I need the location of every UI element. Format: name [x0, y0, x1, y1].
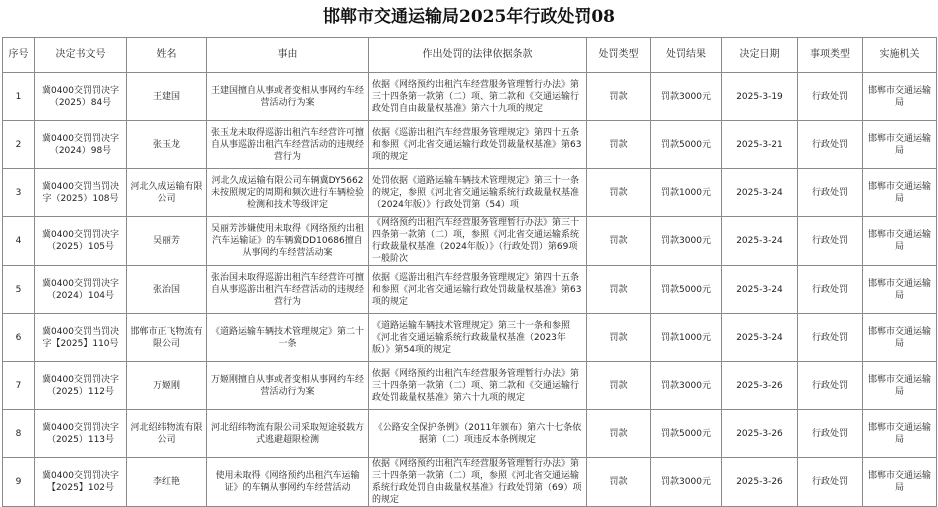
cell-date: 2025-3-24 [722, 266, 798, 314]
cell-reason: 使用未取得《网络预约出租汽车运输证》的车辆从事网约车经营活动 [207, 458, 369, 507]
cell-basis: 依据《网络预约出租汽车经营服务管理暂行办法》第三十四条第一款第（二）项，参照《河北省交通运输系统行政处罚自由裁量权基准》行政处罚第（69）项的规定 [369, 458, 587, 507]
page-title: 邯郸市交通运输局2025年行政处罚08 [323, 7, 615, 27]
cell-category: 行政处罚 [798, 73, 863, 121]
header-category: 事项类型 [798, 38, 863, 73]
cell-date: 2025-3-24 [722, 314, 798, 362]
cell-category: 行政处罚 [798, 362, 863, 410]
cell-type: 罚款 [587, 362, 651, 410]
cell-reason: 王建国擅自从事或者变相从事网约车经营活动行为案 [207, 73, 369, 121]
cell-doc: 冀0400交罚罚决字（2025）113号 [35, 410, 127, 458]
header-type: 处罚类型 [587, 38, 651, 73]
cell-type: 罚款 [587, 121, 651, 169]
cell-agency: 邯郸市交通运输局 [863, 73, 937, 121]
cell-date: 2025-3-26 [722, 362, 798, 410]
cell-reason: 张玉龙未取得巡游出租汽车经营许可擅自从事巡游出租汽车经营活动的违规经营行为 [207, 121, 369, 169]
header-basis: 作出处罚的法律依据条款 [369, 38, 587, 73]
cell-doc: 冀0400交罚罚决字（2024）98号 [35, 121, 127, 169]
cell-date: 2025-3-24 [722, 169, 798, 217]
cell-result: 罚款3000元 [651, 362, 722, 410]
table-row [3, 314, 937, 362]
cell-reason: 万姬刚擅自从事或者变相从事网约车经营活动行为案 [207, 362, 369, 410]
cell-no: 8 [3, 410, 35, 458]
cell-result: 罚款1000元 [651, 314, 722, 362]
cell-result: 罚款5000元 [651, 266, 722, 314]
cell-category: 行政处罚 [798, 217, 863, 266]
cell-type: 罚款 [587, 458, 651, 507]
table-row [3, 217, 937, 266]
header-name: 姓名 [127, 38, 207, 73]
header-result: 处罚结果 [651, 38, 722, 73]
cell-doc: 冀0400交罚罚决字【2025】102号 [35, 458, 127, 507]
cell-category: 行政处罚 [798, 458, 863, 507]
cell-reason: 张治国未取得巡游出租汽车经营许可擅自从事巡游出租汽车经营活动的违规经营行为 [207, 266, 369, 314]
cell-type: 罚款 [587, 410, 651, 458]
cell-reason: 河北绍纬物流有限公司采取短途驳载方式逃避超限检测 [207, 410, 369, 458]
cell-result: 罚款5000元 [651, 410, 722, 458]
cell-basis: 《道路运输车辆技术管理规定》第三十一条和参照《河北省交通运输系统行政裁量权基准（2023年版）》第54项的规定 [369, 314, 587, 362]
cell-agency: 邯郸市交通运输局 [863, 217, 937, 266]
cell-category: 行政处罚 [798, 266, 863, 314]
cell-basis: 《公路安全保护条例》（2011年颁布）第六十七条依据第（二）项违反本条例规定 [369, 410, 587, 458]
cell-agency: 邯郸市交通运输局 [863, 169, 937, 217]
cell-result: 罚款3000元 [651, 73, 722, 121]
cell-basis: 依据《巡游出租汽车经营服务管理规定》第四十五条和参照《河北省交通运输行政处罚裁量权基准》第63项的规定 [369, 266, 587, 314]
table-row [3, 410, 937, 458]
cell-doc: 冀0400交罚当罚决字（2025）108号 [35, 169, 127, 217]
cell-date: 2025-3-26 [722, 410, 798, 458]
cell-no: 3 [3, 169, 35, 217]
cell-basis: 依据《网络预约出租汽车经营服务管理暂行办法》第三十四条第一款第（二）项、第二款和《交通运输行政处罚裁量权基准》第六十九项的规定 [369, 362, 587, 410]
cell-reason: 《道路运输车辆技术管理规定》第二十一条 [207, 314, 369, 362]
header-no: 序号 [3, 38, 35, 73]
cell-type: 罚款 [587, 217, 651, 266]
penalty-table [2, 37, 937, 507]
cell-agency: 邯郸市交通运输局 [863, 121, 937, 169]
cell-name: 王建国 [127, 73, 207, 121]
cell-doc: 冀0400交罚罚决字（2025）105号 [35, 217, 127, 266]
cell-result: 罚款5000元 [651, 121, 722, 169]
table-row [3, 169, 937, 217]
cell-result: 罚款1000元 [651, 169, 722, 217]
cell-result: 罚款3000元 [651, 458, 722, 507]
table-row [3, 121, 937, 169]
cell-doc: 冀0400交罚罚决字（2025）84号 [35, 73, 127, 121]
cell-category: 行政处罚 [798, 410, 863, 458]
cell-agency: 邯郸市交通运输局 [863, 314, 937, 362]
cell-no: 5 [3, 266, 35, 314]
cell-name: 河北绍纬物流有限公司 [127, 410, 207, 458]
cell-no: 7 [3, 362, 35, 410]
cell-type: 罚款 [587, 73, 651, 121]
header-doc: 决定书文号 [35, 38, 127, 73]
cell-name: 邯郸市正飞物流有限公司 [127, 314, 207, 362]
table-row [3, 266, 937, 314]
table-row [3, 458, 937, 507]
cell-category: 行政处罚 [798, 169, 863, 217]
cell-no: 4 [3, 217, 35, 266]
cell-type: 罚款 [587, 314, 651, 362]
cell-date: 2025-3-21 [722, 121, 798, 169]
cell-agency: 邯郸市交通运输局 [863, 266, 937, 314]
cell-category: 行政处罚 [798, 121, 863, 169]
cell-reason: 河北久成运输有限公司车辆冀DY5662未按照规定的周期和频次进行车辆检验检测和技术等级评定 [207, 169, 369, 217]
cell-no: 6 [3, 314, 35, 362]
cell-agency: 邯郸市交通运输局 [863, 458, 937, 507]
cell-basis: 依据《巡游出租汽车经营服务管理规定》第四十五条和参照《河北省交通运输行政处罚裁量权基准》第63项的规定 [369, 121, 587, 169]
cell-agency: 邯郸市交通运输局 [863, 410, 937, 458]
cell-basis: 处罚依据《道路运输车辆技术管理规定》第三十一条的规定，参照《河北省交通运输系统行政裁量权基准（2024年版）》行政处罚第（54）项 [369, 169, 587, 217]
table-row [3, 73, 937, 121]
cell-name: 万姬刚 [127, 362, 207, 410]
cell-basis: 依据《网络预约出租汽车经营服务管理暂行办法》第三十四条第一款第（二）项、第二款和《交通运输行政处罚自由裁量权基准》第六十九项的规定 [369, 73, 587, 121]
cell-doc: 冀0400交罚罚决字（2025）112号 [35, 362, 127, 410]
header-agency: 实施机关 [863, 38, 937, 73]
cell-name: 张玉龙 [127, 121, 207, 169]
cell-doc: 冀0400交罚当罚决字【2025】110号 [35, 314, 127, 362]
cell-date: 2025-3-19 [722, 73, 798, 121]
cell-no: 1 [3, 73, 35, 121]
cell-no: 9 [3, 458, 35, 507]
cell-doc: 冀0400交罚罚决字（2024）104号 [35, 266, 127, 314]
cell-name: 李红艳 [127, 458, 207, 507]
cell-name: 吴丽芳 [127, 217, 207, 266]
cell-no: 2 [3, 121, 35, 169]
cell-reason: 吴丽芳涉嫌使用未取得《网络预约出租汽车运输证》的车辆冀DD10686擅自从事网约车经营活动案 [207, 217, 369, 266]
cell-type: 罚款 [587, 169, 651, 217]
header-date: 决定日期 [722, 38, 798, 73]
cell-agency: 邯郸市交通运输局 [863, 362, 937, 410]
table-header-row [3, 38, 937, 73]
cell-date: 2025-3-24 [722, 217, 798, 266]
cell-name: 张治国 [127, 266, 207, 314]
table-row [3, 362, 937, 410]
cell-result: 罚款3000元 [651, 217, 722, 266]
cell-basis: 《网络预约出租汽车经营服务管理暂行办法》第三十四条第一款第（二）项，参照《河北省交通运输系统行政裁量权基准（2024年版）》（行政处罚）第69项一般阶次 [369, 217, 587, 266]
cell-type: 罚款 [587, 266, 651, 314]
cell-name: 河北久成运输有限公司 [127, 169, 207, 217]
cell-category: 行政处罚 [798, 314, 863, 362]
header-reason: 事由 [207, 38, 369, 73]
cell-date: 2025-3-26 [722, 458, 798, 507]
